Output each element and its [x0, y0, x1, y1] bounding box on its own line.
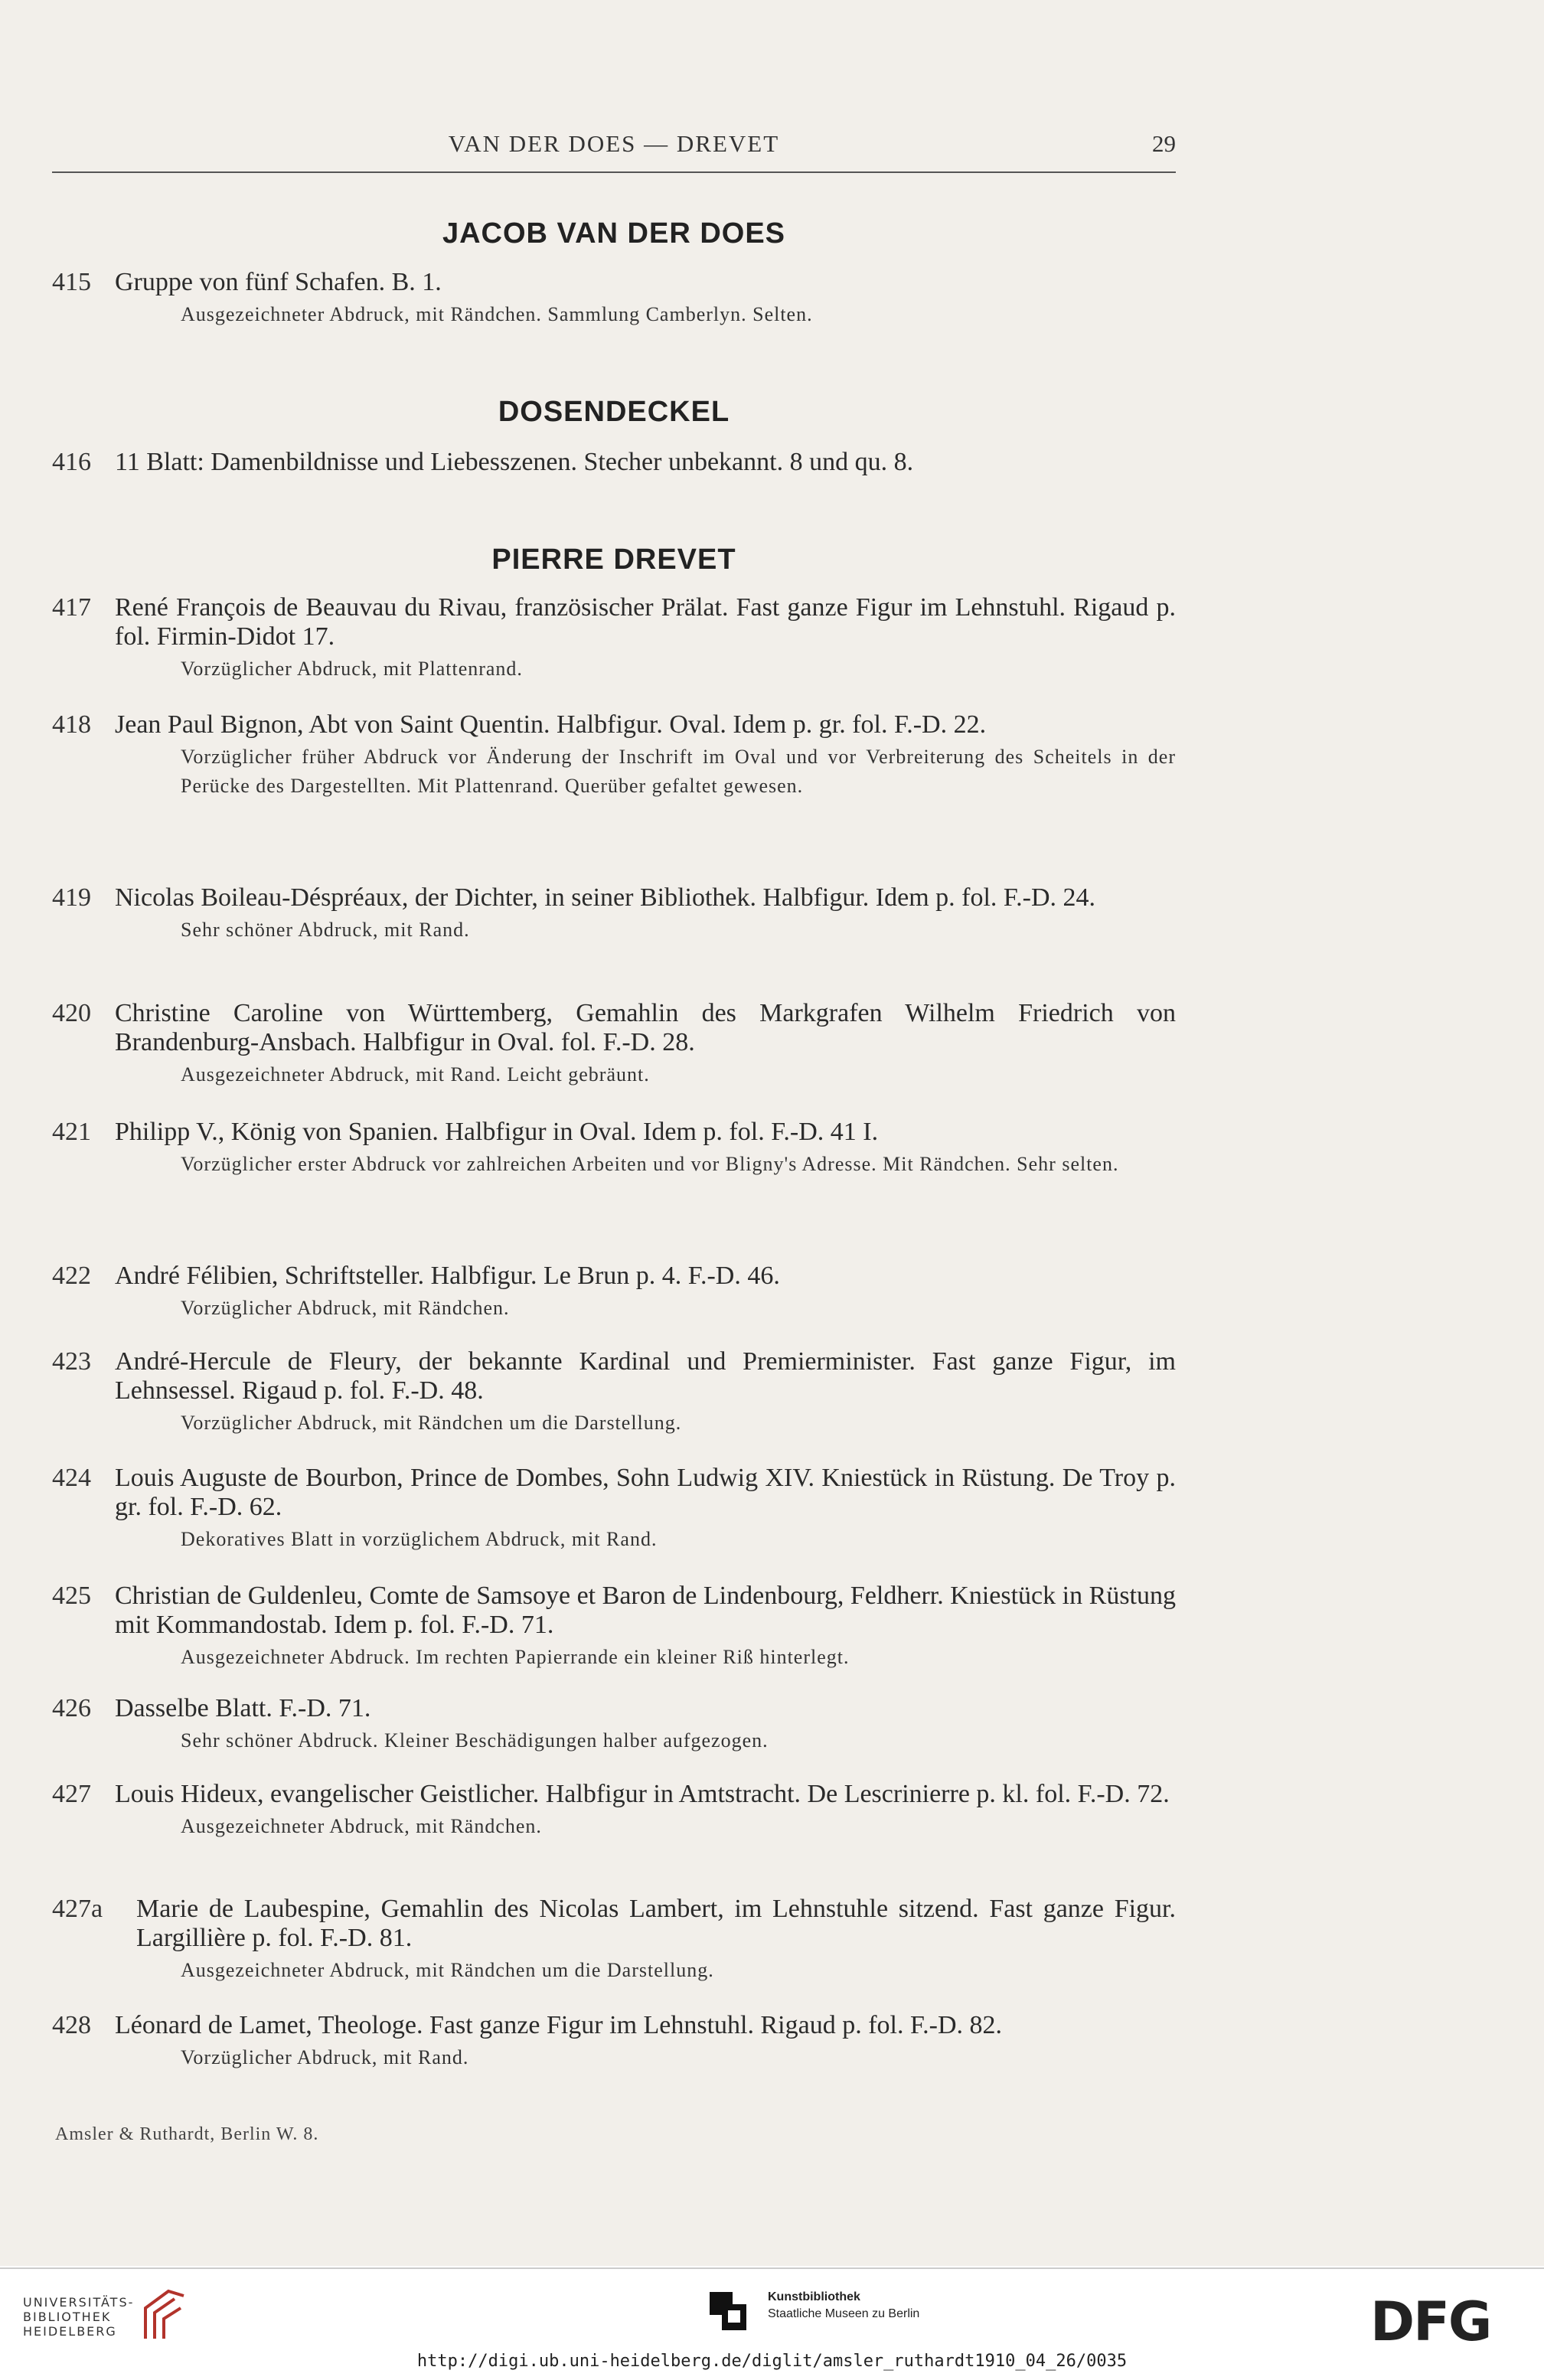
catalog-entry-419 [52, 883, 1176, 945]
entry-number: 420 [52, 999, 91, 1027]
kunstbibliothek-icon [707, 2289, 752, 2335]
ub-line-3: HEIDELBERG [23, 2324, 117, 2339]
entry-description: Christian de Guldenleu, Comte de Samsoye et Baron de Lindenbourg, Feldherr. Kniestück in Rüstung mit Kommandostab. Idem p. fol. F.-D. 71. [115, 1582, 1176, 1639]
kunstbibliothek-logo[interactable] [768, 2289, 919, 2323]
kb-subtitle: Staatliche Museen zu Berlin [768, 2307, 920, 2320]
entry-description: André-Hercule de Fleury, der bekannte Kardinal und Premierminister. Fast ganze Figur, im Lehnsessel. Rigaud p. fol. F.-D. 48. [115, 1347, 1176, 1405]
entry-note: Ausgezeichneter Abdruck. Im rechten Papierrande ein kleiner Riß hinterlegt. [181, 1646, 850, 1668]
header-rule [52, 171, 1176, 173]
catalog-entry-420 [52, 999, 1176, 1089]
ub-heidelberg-logo[interactable] [23, 2295, 134, 2339]
entry-note: Vorzüglicher Abdruck, mit Rand. [181, 2046, 469, 2068]
permalink-url[interactable]: http://digi.ub.uni-heidelberg.de/diglit/amsler_ruthardt1910_04_26/0035 [416, 2352, 1128, 2371]
entry-note: Ausgezeichneter Abdruck, mit Rändchen. [181, 1815, 542, 1837]
section-title-does: JACOB VAN DER DOES [442, 217, 786, 250]
entry-number: 417 [52, 593, 91, 622]
entry-note: Vorzüglicher Abdruck, mit Rändchen um die Darstellung. [181, 1412, 682, 1434]
entry-description: André Félibien, Schriftsteller. Halbfigur. Le Brun p. 4. F.-D. 46. [115, 1262, 780, 1290]
entry-number: 423 [52, 1347, 91, 1376]
section-title-drevet: PIERRE DREVET [491, 544, 736, 576]
entry-note: Vorzüglicher erster Abdruck vor zahlreichen Arbeiten und vor Bligny's Adresse. Mit Rändchen. Sehr selten. [181, 1153, 1119, 1175]
entry-description: Dasselbe Blatt. F.-D. 71. [115, 1694, 371, 1722]
entry-description: Louis Hideux, evangelischer Geistlicher. Halbfigur in Amtstracht. De Lescrinierre p. kl. fol. F.-D. 72. [115, 1780, 1170, 1808]
ub-line-2: BIBLIOTHEK [23, 2310, 112, 2324]
dfg-logo[interactable]: DFG [1370, 2290, 1491, 2353]
catalog-entry-425 [52, 1582, 1176, 1672]
entry-number: 422 [52, 1262, 91, 1290]
entry-number: 416 [52, 448, 91, 476]
entry-number: 426 [52, 1694, 91, 1722]
running-header [52, 130, 1176, 168]
entry-number: 419 [52, 883, 91, 912]
kb-name: Kunstbibliothek [768, 2290, 860, 2303]
ub-heidelberg-icon [138, 2285, 191, 2342]
catalog-entry-427a [52, 1895, 1176, 1985]
entry-description: Léonard de Lamet, Theologe. Fast ganze Figur im Lehnstuhl. Rigaud p. fol. F.-D. 82. [115, 2011, 1003, 2039]
entry-description: Nicolas Boileau-Déspréaux, der Dichter, in seiner Bibliothek. Halbfigur. Idem p. fol. F.-D. 24. [115, 883, 1095, 912]
entry-number: 427a [52, 1895, 103, 1923]
entry-note: Sehr schöner Abdruck. Kleiner Beschädigungen halber aufgezogen. [181, 1729, 769, 1752]
footer-divider [0, 2267, 1544, 2269]
entry-description: Gruppe von fünf Schafen. B. 1. [115, 268, 442, 296]
entry-number: 425 [52, 1582, 91, 1610]
catalog-entry-428 [52, 2011, 1176, 2072]
ub-line-1: UNIVERSITÄTS- [23, 2295, 135, 2310]
entry-number: 428 [52, 2011, 91, 2039]
catalog-entry-426 [52, 1694, 1176, 1755]
entry-note: Sehr schöner Abdruck, mit Rand. [181, 919, 470, 941]
catalog-entry-416 [52, 448, 1176, 477]
page-number: 29 [1152, 130, 1176, 157]
catalog-entry-417 [52, 593, 1176, 684]
entry-number: 427 [52, 1780, 91, 1808]
entry-note: Ausgezeichneter Abdruck, mit Rändchen um die Darstellung. [181, 1959, 714, 1981]
section-title-dosendeckel: DOSENDECKEL [498, 396, 730, 428]
entry-description: Philipp V., König von Spanien. Halbfigur in Oval. Idem p. fol. F.-D. 41 I. [115, 1118, 879, 1146]
entry-note: Ausgezeichneter Abdruck, mit Rändchen. Sammlung Camberlyn. Selten. [181, 303, 813, 325]
entry-note: Vorzüglicher Abdruck, mit Plattenrand. [181, 658, 523, 680]
entry-note: Vorzüglicher Abdruck, mit Rändchen. [181, 1297, 510, 1319]
catalog-entry-422 [52, 1262, 1176, 1323]
entry-description: René François de Beauvau du Rivau, französischer Prälat. Fast ganze Figur im Lehnstuhl. Rigaud p. fol. Firmin-Didot 17. [115, 593, 1176, 651]
catalog-entry-427 [52, 1780, 1176, 1841]
entry-note: Vorzüglicher früher Abdruck vor Änderung der Inschrift im Oval und vor Verbreiterung des Scheitels in der Perücke des Dargestellten. Mit Plattenrand. Querüber gefaltet gewesen. [181, 746, 1176, 797]
entry-number: 424 [52, 1464, 91, 1492]
entry-description: 11 Blatt: Damenbildnisse und Liebesszenen. Stecher unbekannt. 8 und qu. 8. [115, 448, 914, 476]
catalog-entry-421 [52, 1118, 1176, 1179]
running-title: VAN DER DOES — DREVET [448, 130, 780, 157]
catalog-entry-424 [52, 1464, 1176, 1554]
entry-number: 421 [52, 1118, 91, 1146]
catalog-entry-418 [52, 710, 1176, 801]
entry-description: Marie de Laubespine, Gemahlin des Nicolas Lambert, im Lehnstuhle sitzend. Fast ganze Figur. Largillière p. fol. F.-D. 81. [136, 1895, 1176, 1952]
entry-note: Dekoratives Blatt in vorzüglichem Abdruck, mit Rand. [181, 1528, 658, 1550]
catalog-entry-423 [52, 1347, 1176, 1438]
entry-description: Jean Paul Bignon, Abt von Saint Quentin. Halbfigur. Oval. Idem p. gr. fol. F.-D. 22. [115, 710, 987, 739]
entry-number: 418 [52, 710, 91, 739]
printer-imprint: Amsler & Ruthardt, Berlin W. 8. [55, 2124, 319, 2144]
entry-number: 415 [52, 268, 91, 296]
catalog-entry-415 [52, 268, 1176, 329]
entry-note: Ausgezeichneter Abdruck, mit Rand. Leicht gebräunt. [181, 1063, 650, 1086]
entry-description: Christine Caroline von Württemberg, Gemahlin des Markgrafen Wilhelm Friedrich von Brandenburg-Ansbach. Halbfigur in Oval. fol. F.-D. 28. [115, 999, 1176, 1056]
entry-description: Louis Auguste de Bourbon, Prince de Dombes, Sohn Ludwig XIV. Kniestück in Rüstung. De Troy p. gr. fol. F.-D. 62. [115, 1464, 1176, 1521]
